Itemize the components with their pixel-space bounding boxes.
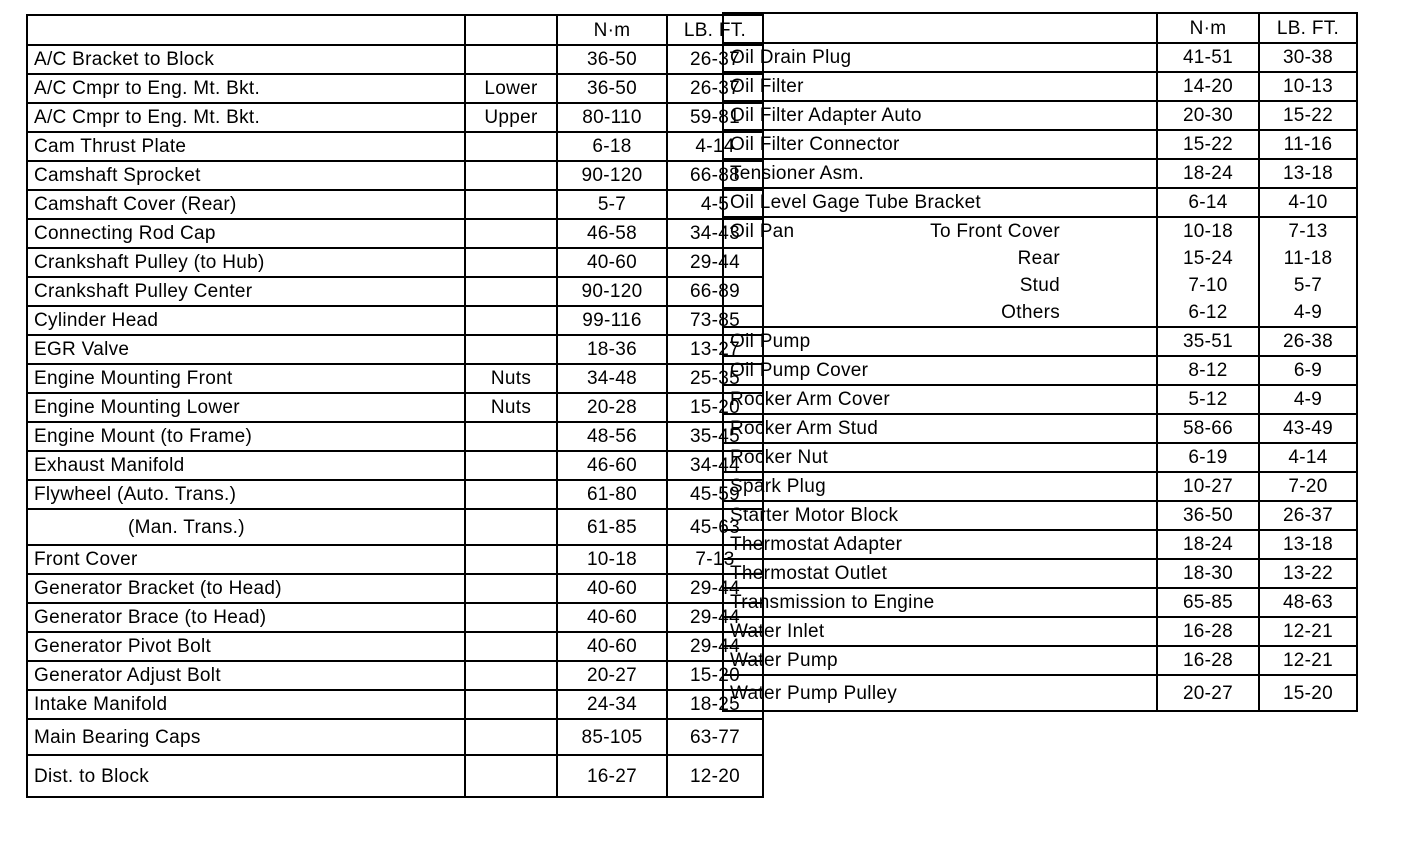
- table-row: [27, 755, 763, 797]
- table-row: [723, 414, 1357, 443]
- header-description: [27, 15, 465, 45]
- table-row: [723, 101, 1357, 130]
- row-lbft-value: 4-5: [667, 190, 763, 219]
- row-sub-label: Others: [1001, 302, 1060, 323]
- row-description: [723, 327, 1157, 356]
- row-description-label: Rocker Nut: [730, 447, 829, 468]
- table-row: [27, 690, 763, 719]
- row-nm-value: 36-50: [557, 74, 667, 103]
- header-lbft: LB. FT.: [1259, 13, 1357, 43]
- row-description-label: Tensioner Asm.: [730, 163, 865, 184]
- row-description: Main Bearing Caps: [27, 719, 465, 755]
- row-description: Engine Mount (to Frame): [27, 422, 465, 451]
- row-note: [465, 661, 557, 690]
- table-row: [723, 245, 1357, 272]
- row-nm-value: 48-56: [557, 422, 667, 451]
- table-row: [723, 188, 1357, 217]
- row-nm-value: 40-60: [557, 574, 667, 603]
- row-note: [465, 509, 557, 545]
- row-lbft-value: 7-13: [1259, 217, 1357, 245]
- row-description-label: Starter Motor Block: [730, 505, 899, 526]
- row-lbft-value: 4-14: [667, 132, 763, 161]
- row-nm-value: 6-12: [1157, 299, 1259, 327]
- row-lbft-value: 43-49: [1259, 414, 1357, 443]
- header-nm: N·m: [557, 15, 667, 45]
- row-lbft-value: 45-59: [667, 480, 763, 509]
- row-nm-value: 10-18: [1157, 217, 1259, 245]
- row-note: [465, 422, 557, 451]
- row-nm-value: 5-12: [1157, 385, 1259, 414]
- row-note: [465, 190, 557, 219]
- row-nm-value: 90-120: [557, 161, 667, 190]
- left-table-body: [27, 45, 763, 797]
- row-note: [465, 219, 557, 248]
- row-description: [723, 159, 1157, 188]
- row-nm-value: 6-18: [557, 132, 667, 161]
- table-row: [27, 306, 763, 335]
- table-row: [723, 130, 1357, 159]
- row-lbft-value: 48-63: [1259, 588, 1357, 617]
- row-description: Camshaft Cover (Rear): [27, 190, 465, 219]
- row-lbft-value: 34-44: [667, 451, 763, 480]
- row-lbft-value: 12-20: [667, 755, 763, 797]
- row-nm-value: 61-80: [557, 480, 667, 509]
- row-description-label: Oil Pump Cover: [730, 360, 869, 381]
- row-description-label: Water Pump: [730, 650, 838, 671]
- row-nm-value: 46-60: [557, 451, 667, 480]
- row-nm-value: 41-51: [1157, 43, 1259, 72]
- row-nm-value: 35-51: [1157, 327, 1259, 356]
- right-torque-table: [722, 12, 1358, 712]
- row-description-label: Oil Pan: [730, 221, 795, 242]
- row-description: [723, 646, 1157, 675]
- table-row: [723, 443, 1357, 472]
- row-lbft-value: 29-44: [667, 603, 763, 632]
- table-row: [723, 617, 1357, 646]
- row-nm-value: 34-48: [557, 364, 667, 393]
- row-description: Generator Brace (to Head): [27, 603, 465, 632]
- row-lbft-value: 29-44: [667, 632, 763, 661]
- table-header-row: [723, 13, 1357, 43]
- row-lbft-value: 7-20: [1259, 472, 1357, 501]
- row-nm-value: 65-85: [1157, 588, 1259, 617]
- row-nm-value: 40-60: [557, 632, 667, 661]
- row-lbft-value: 6-9: [1259, 356, 1357, 385]
- row-note: [465, 451, 557, 480]
- row-nm-value: 18-36: [557, 335, 667, 364]
- row-description: A/C Cmpr to Eng. Mt. Bkt.: [27, 103, 465, 132]
- row-note: [465, 335, 557, 364]
- table-row: [27, 422, 763, 451]
- row-lbft-value: 4-9: [1259, 385, 1357, 414]
- row-lbft-value: 15-20: [667, 661, 763, 690]
- row-nm-value: 16-27: [557, 755, 667, 797]
- row-note: [465, 277, 557, 306]
- table-row: [723, 159, 1357, 188]
- row-description: [723, 272, 1157, 299]
- row-lbft-value: 66-89: [667, 277, 763, 306]
- row-lbft-value: 13-18: [1259, 530, 1357, 559]
- row-description-label: Oil Filter Adapter Auto: [730, 105, 922, 126]
- row-nm-value: 6-19: [1157, 443, 1259, 472]
- row-nm-value: 18-30: [1157, 559, 1259, 588]
- row-description: [723, 101, 1157, 130]
- row-description: [723, 245, 1157, 272]
- row-description: [723, 217, 1157, 245]
- row-lbft-value: 45-63: [667, 509, 763, 545]
- row-nm-value: 40-60: [557, 248, 667, 277]
- row-lbft-value: 12-21: [1259, 646, 1357, 675]
- row-description: Generator Pivot Bolt: [27, 632, 465, 661]
- row-note: [465, 545, 557, 574]
- table-header-row: [27, 15, 763, 45]
- row-description: Generator Adjust Bolt: [27, 661, 465, 690]
- row-description: Camshaft Sprocket: [27, 161, 465, 190]
- table-row: [723, 501, 1357, 530]
- row-nm-value: 15-24: [1157, 245, 1259, 272]
- row-description: Engine Mounting Front: [27, 364, 465, 393]
- row-note: Nuts: [465, 393, 557, 422]
- row-description-label: Spark Plug: [730, 476, 826, 497]
- table-row: [27, 248, 763, 277]
- row-description: [723, 559, 1157, 588]
- table-row: [27, 480, 763, 509]
- row-description: A/C Cmpr to Eng. Mt. Bkt.: [27, 74, 465, 103]
- row-nm-value: 10-18: [557, 545, 667, 574]
- table-row: [27, 74, 763, 103]
- row-lbft-value: 15-20: [667, 393, 763, 422]
- row-description-label: Oil Drain Plug: [730, 47, 852, 68]
- row-description: [723, 299, 1157, 327]
- row-nm-value: 8-12: [1157, 356, 1259, 385]
- row-sub-label: Rear: [1017, 248, 1060, 269]
- table-row: [723, 675, 1357, 711]
- left-torque-table: [26, 14, 764, 798]
- row-nm-value: 7-10: [1157, 272, 1259, 299]
- row-nm-value: 20-30: [1157, 101, 1259, 130]
- row-lbft-value: 30-38: [1259, 43, 1357, 72]
- row-description: [723, 588, 1157, 617]
- header-nm: N·m: [1157, 13, 1259, 43]
- row-note: [465, 132, 557, 161]
- row-nm-value: 36-50: [557, 45, 667, 74]
- row-lbft-value: 13-22: [1259, 559, 1357, 588]
- row-description: [723, 617, 1157, 646]
- table-row: [27, 545, 763, 574]
- table-row: [723, 588, 1357, 617]
- row-lbft-value: 35-45: [667, 422, 763, 451]
- row-lbft-value: 13-18: [1259, 159, 1357, 188]
- row-description: (Man. Trans.): [27, 509, 465, 545]
- row-nm-value: 61-85: [557, 509, 667, 545]
- row-description-label: Water Inlet: [730, 621, 825, 642]
- table-row: [27, 509, 763, 545]
- table-row: [27, 364, 763, 393]
- table-row: [27, 277, 763, 306]
- row-description: Intake Manifold: [27, 690, 465, 719]
- row-nm-value: 99-116: [557, 306, 667, 335]
- row-nm-value: 10-27: [1157, 472, 1259, 501]
- right-table-body: [723, 43, 1357, 711]
- row-note: [465, 480, 557, 509]
- row-lbft-value: 26-37: [667, 45, 763, 74]
- row-description: [723, 472, 1157, 501]
- row-note: [465, 719, 557, 755]
- table-row: [723, 327, 1357, 356]
- row-description: Front Cover: [27, 545, 465, 574]
- row-nm-value: 36-50: [1157, 501, 1259, 530]
- row-lbft-value: 11-16: [1259, 130, 1357, 159]
- table-row: [27, 45, 763, 74]
- row-description: [723, 501, 1157, 530]
- row-lbft-value: 10-13: [1259, 72, 1357, 101]
- table-row: [723, 356, 1357, 385]
- row-description: [723, 188, 1157, 217]
- row-description-label: Oil Level Gage Tube Bracket: [730, 192, 982, 213]
- row-lbft-value: 5-7: [1259, 272, 1357, 299]
- row-nm-value: 14-20: [1157, 72, 1259, 101]
- table-row: [27, 603, 763, 632]
- row-lbft-value: 7-13: [667, 545, 763, 574]
- table-row: [27, 335, 763, 364]
- header-lbft: LB. FT.: [667, 15, 763, 45]
- row-note: [465, 603, 557, 632]
- row-nm-value: 5-7: [557, 190, 667, 219]
- row-description-label: Water Pump Pulley: [730, 682, 898, 704]
- table-row: [27, 219, 763, 248]
- row-nm-value: 58-66: [1157, 414, 1259, 443]
- table-row: [27, 132, 763, 161]
- row-description-label: Thermostat Adapter: [730, 534, 903, 555]
- row-description: [723, 675, 1157, 711]
- table-row: [27, 393, 763, 422]
- row-lbft-value: 15-22: [1259, 101, 1357, 130]
- table-row: [723, 299, 1357, 327]
- header-note: [465, 15, 557, 45]
- row-nm-value: 16-28: [1157, 617, 1259, 646]
- row-nm-value: 90-120: [557, 277, 667, 306]
- row-description-label: Rocker Arm Stud: [730, 418, 879, 439]
- row-lbft-value: 26-37: [1259, 501, 1357, 530]
- row-lbft-value: 29-44: [667, 248, 763, 277]
- row-lbft-value: 26-38: [1259, 327, 1357, 356]
- row-note: [465, 248, 557, 277]
- table-row: [27, 451, 763, 480]
- row-description-label: Oil Filter: [730, 76, 804, 97]
- row-nm-value: 46-58: [557, 219, 667, 248]
- row-nm-value: 24-34: [557, 690, 667, 719]
- row-nm-value: 16-28: [1157, 646, 1259, 675]
- row-nm-value: 20-28: [557, 393, 667, 422]
- table-row: [723, 272, 1357, 299]
- row-description-label: Thermostat Outlet: [730, 563, 888, 584]
- row-nm-value: 85-105: [557, 719, 667, 755]
- row-lbft-value: 34-43: [667, 219, 763, 248]
- row-nm-value: 15-22: [1157, 130, 1259, 159]
- row-note: Upper: [465, 103, 557, 132]
- table-row: [27, 103, 763, 132]
- row-lbft-value: 29-44: [667, 574, 763, 603]
- table-row: [723, 217, 1357, 245]
- table-row: [723, 72, 1357, 101]
- row-description: EGR Valve: [27, 335, 465, 364]
- row-lbft-value: 59-81: [667, 103, 763, 132]
- row-description-label: Rocker Arm Cover: [730, 389, 891, 410]
- row-description: [723, 443, 1157, 472]
- row-note: [465, 632, 557, 661]
- header-description: [723, 13, 1157, 43]
- row-lbft-value: 63-77: [667, 719, 763, 755]
- table-row: [723, 559, 1357, 588]
- row-nm-value: 20-27: [1157, 675, 1259, 711]
- row-nm-value: 6-14: [1157, 188, 1259, 217]
- row-nm-value: 18-24: [1157, 159, 1259, 188]
- table-row: [27, 190, 763, 219]
- row-description: Engine Mounting Lower: [27, 393, 465, 422]
- row-description: Crankshaft Pulley (to Hub): [27, 248, 465, 277]
- row-description: Crankshaft Pulley Center: [27, 277, 465, 306]
- row-description: Flywheel (Auto. Trans.): [27, 480, 465, 509]
- row-lbft-value: 18-25: [667, 690, 763, 719]
- row-lbft-value: 4-9: [1259, 299, 1357, 327]
- table-row: [27, 574, 763, 603]
- row-lbft-value: 12-21: [1259, 617, 1357, 646]
- row-note: [465, 45, 557, 74]
- row-description: [723, 530, 1157, 559]
- row-sub-label: Stud: [1019, 275, 1060, 296]
- row-lbft-value: 4-14: [1259, 443, 1357, 472]
- row-note: [465, 690, 557, 719]
- table-row: [27, 161, 763, 190]
- table-row: [27, 632, 763, 661]
- row-description: Generator Bracket (to Head): [27, 574, 465, 603]
- row-note: [465, 306, 557, 335]
- row-lbft-value: 11-18: [1259, 245, 1357, 272]
- row-description: Cylinder Head: [27, 306, 465, 335]
- row-description-label: Oil Filter Connector: [730, 134, 900, 155]
- row-description: [723, 356, 1157, 385]
- row-lbft-value: 66-88: [667, 161, 763, 190]
- row-note: [465, 755, 557, 797]
- row-note: [465, 574, 557, 603]
- row-lbft-value: 15-20: [1259, 675, 1357, 711]
- row-description-label: Oil Pump: [730, 331, 811, 352]
- row-nm-value: 18-24: [1157, 530, 1259, 559]
- row-description: Exhaust Manifold: [27, 451, 465, 480]
- row-lbft-value: 13-27: [667, 335, 763, 364]
- row-note: Nuts: [465, 364, 557, 393]
- table-row: [723, 646, 1357, 675]
- row-description: [723, 130, 1157, 159]
- row-note: [465, 161, 557, 190]
- row-nm-value: 40-60: [557, 603, 667, 632]
- row-description: Dist. to Block: [27, 755, 465, 797]
- table-row: [27, 661, 763, 690]
- table-row: [27, 719, 763, 755]
- row-description: [723, 414, 1157, 443]
- row-description: A/C Bracket to Block: [27, 45, 465, 74]
- table-row: [723, 472, 1357, 501]
- table-row: [723, 530, 1357, 559]
- table-row: [723, 385, 1357, 414]
- row-description: Cam Thrust Plate: [27, 132, 465, 161]
- row-sub-label: To Front Cover: [930, 221, 1060, 242]
- row-lbft-value: 4-10: [1259, 188, 1357, 217]
- row-description: [723, 385, 1157, 414]
- row-description: Connecting Rod Cap: [27, 219, 465, 248]
- table-row: [723, 43, 1357, 72]
- row-description: [723, 43, 1157, 72]
- row-note: Lower: [465, 74, 557, 103]
- row-lbft-value: 26-37: [667, 74, 763, 103]
- row-description-label: Transmission to Engine: [730, 592, 935, 613]
- row-lbft-value: 73-85: [667, 306, 763, 335]
- row-description: [723, 72, 1157, 101]
- row-nm-value: 80-110: [557, 103, 667, 132]
- row-nm-value: 20-27: [557, 661, 667, 690]
- row-lbft-value: 25-35: [667, 364, 763, 393]
